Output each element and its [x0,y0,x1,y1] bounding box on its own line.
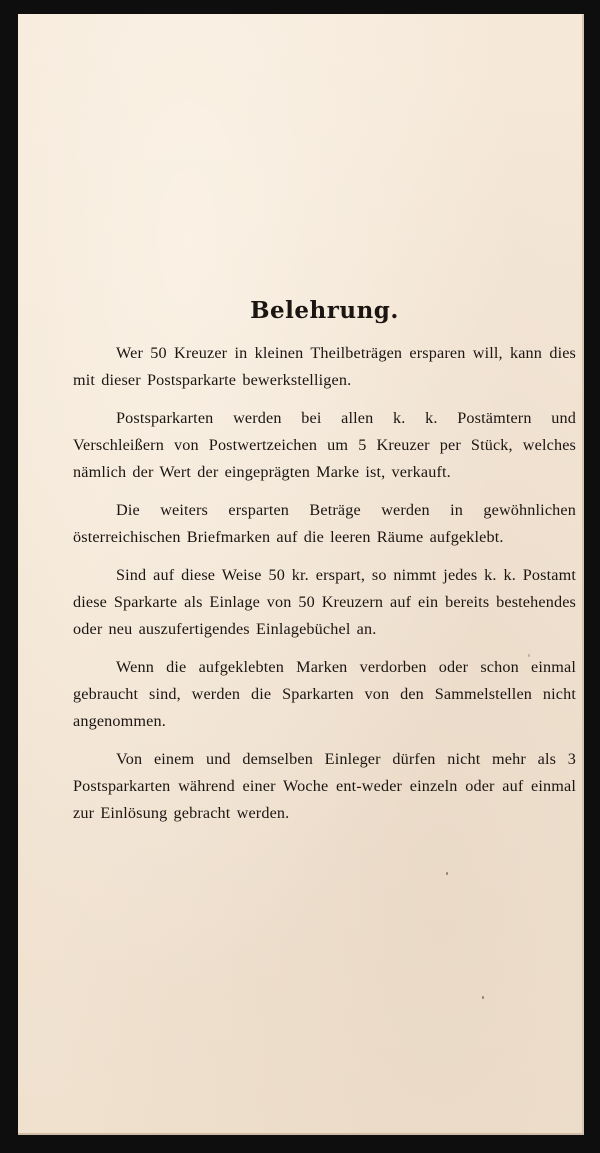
paper-speck [482,996,484,999]
paragraph-5: Wenn die aufgeklebten Marken verdorben oder schon einmal gebraucht sind, werden die Sparkarten von den Sammelstellen nicht angenommen. [73,658,576,730]
document-title: Belehrung. [250,297,399,324]
paragraph-1: Wer 50 Kreuzer in kleinen Theilbeträgen ersparen will, kann dies mit dieser Postsparkarte bewerkstelligen. [73,344,576,389]
paragraph-4: Sind auf diese Weise 50 kr. erspart, so nimmt jedes k. k. Postamt diese Sparkarte als Einlage von 50 Kreuzern auf ein bereits bestehendes oder neu auszufertigendes Einlagebüchel an. [73,566,576,638]
paper-speck [446,872,448,875]
paragraph-3: Die weiters ersparten Beträge werden in gewöhnlichen österreichischen Briefmarken auf die leeren Räume aufgeklebt. [73,501,576,546]
postal-savings-card [18,14,584,1135]
instruction-text [73,294,576,838]
paragraph-2: Postsparkarten werden bei allen k. k. Postämtern und Verschleißern von Postwertzeichen um 5 Kreuzer per Stück, welches nämlich der Wert der eingeprägten Marke ist, verkauft. [73,409,576,481]
paragraph-6: Von einem und demselben Einleger dürfen nicht mehr als 3 Postsparkarten während einer Woche ent-weder einzeln oder auf einmal zur Einlösung gebracht werden. [73,750,576,822]
